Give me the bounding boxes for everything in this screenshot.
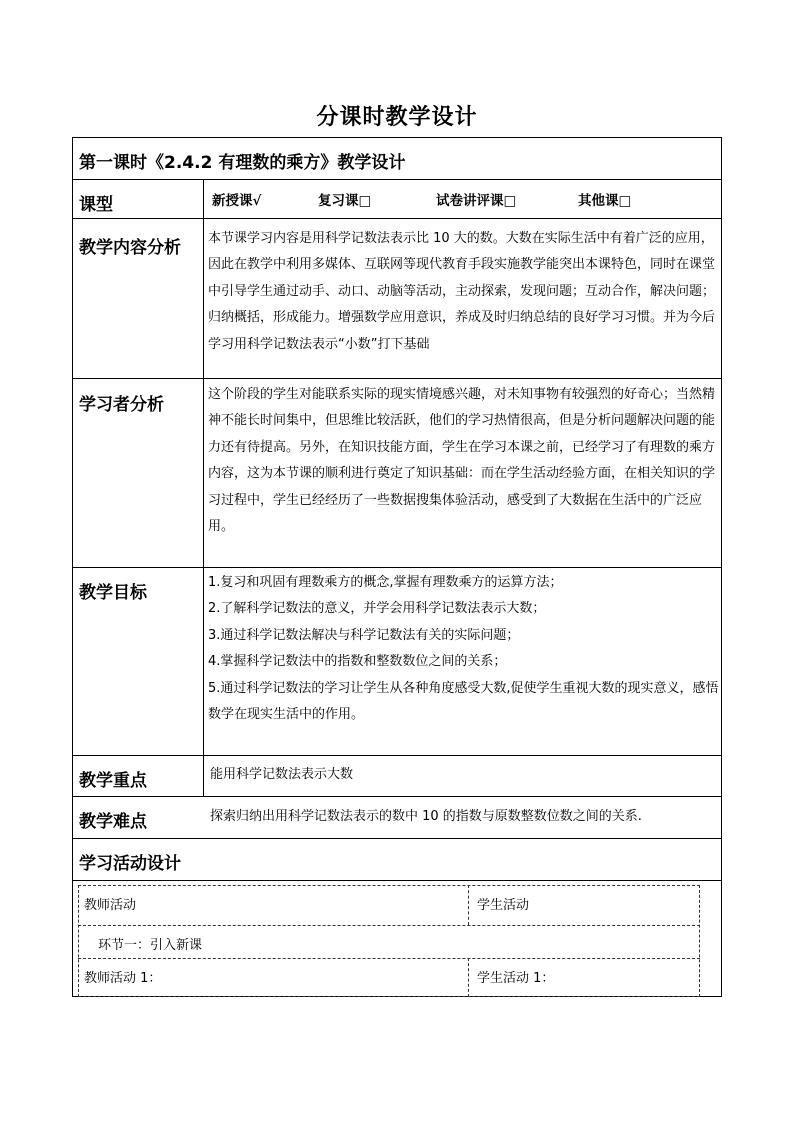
content-analysis-text: 本节课学习内容是用科学记数法表示比 10 大的数。大数在实际生活中有着广泛的应用，因此在教学中利用多媒体、互联网等现代教育手段实施教学能突出本课特色，同时在课堂中引导学生通过动手、动口、动脑等活动，主动探索，发现问题；互动合作，解决问题；归纳概括，形成能力。增强数学应用意识，养成及时归纳总结的良好学习习惯。并为今后学习用科学记数法表示“小数”打下基础 bbox=[208, 231, 716, 352]
student-activity-1: 学生活动 1： bbox=[477, 971, 555, 986]
lesson-type-label: 课型 bbox=[79, 195, 113, 215]
lesson-type-exam-review: 试卷讲评课□ bbox=[436, 193, 517, 209]
row-divider bbox=[72, 218, 722, 219]
page-title: 分课时教学设计 bbox=[316, 104, 478, 130]
learner-analysis-text: 这个阶段的学生对能联系实际的现实情境感兴趣，对未知事物有较强烈的好奇心；当然精神不能长时间集中，但思维比较活跃，他们的学习热情很高，但是分析问题解决问题的能力还有待提高。另外，在知识技能方面，学生在学习本课之前，已经学习了有理数的乘方内容，这为本节课的顺利进行奠定了知识基础：而在学生活动经验方面，在相关知识的学习过程中，学生已经经历了一些数据搜集体验活动，感受到了大数据在生活中的广泛应用。 bbox=[208, 387, 716, 535]
column-divider bbox=[203, 179, 204, 796]
student-activity-header: 学生活动 bbox=[477, 898, 530, 913]
objectives-label: 教学目标 bbox=[79, 583, 147, 603]
objective-item: 3.通过科学记数法解决与科学记数法有关的实际问题； bbox=[208, 627, 520, 643]
teacher-activity-1: 教师活动 1： bbox=[84, 971, 162, 986]
lesson-type-review: 复习课□ bbox=[318, 193, 372, 209]
key-point-text: 能用科学记数法表示大数 bbox=[210, 767, 354, 782]
teacher-activity-header: 教师活动 bbox=[84, 898, 137, 913]
lesson-type-other: 其他课□ bbox=[578, 193, 632, 209]
objective-item: 5.通过科学记数法的学习让学生从各种角度感受大数,促使学生重视大数的现实意义，感悟数学在现实生活中的作用。 bbox=[208, 680, 719, 723]
row-divider bbox=[72, 880, 722, 881]
objectives-list bbox=[208, 570, 720, 728]
activity-col-divider bbox=[468, 885, 469, 925]
row-divider bbox=[72, 179, 722, 180]
activity-col-divider bbox=[468, 958, 469, 997]
row-divider bbox=[72, 796, 722, 797]
lesson-type-new: 新授课√ bbox=[212, 193, 262, 209]
objective-item: 4.掌握科学记数法中的指数和整数数位之间的关系； bbox=[208, 654, 507, 670]
activity-row-divider bbox=[78, 925, 700, 926]
activity-design-label: 学习活动设计 bbox=[79, 854, 181, 874]
learner-analysis-label: 学习者分析 bbox=[79, 395, 164, 415]
row-divider bbox=[72, 755, 722, 756]
section-intro: 环节一：引入新课 bbox=[98, 938, 203, 953]
objective-item: 2.了解科学记数法的意义，并学会用科学记数法表示大数； bbox=[208, 601, 546, 617]
lesson-heading: 第一课时《2.4.2 有理数的乘方》教学设计 bbox=[79, 153, 406, 173]
difficulty-text: 探索归纳出用科学记数法表示的数中 10 的指数与原数整数位数之间的关系. bbox=[210, 809, 642, 824]
content-analysis-label: 教学内容分析 bbox=[79, 238, 181, 258]
objective-item: 1.复习和巩固有理数乘方的概念,掌握有理数乘方的运算方法； bbox=[208, 575, 563, 590]
row-divider bbox=[72, 567, 722, 568]
row-divider bbox=[72, 378, 722, 379]
activity-row-divider bbox=[78, 958, 700, 959]
difficulty-label: 教学难点 bbox=[79, 812, 147, 832]
row-divider bbox=[72, 838, 722, 839]
key-point-label: 教学重点 bbox=[79, 771, 147, 791]
